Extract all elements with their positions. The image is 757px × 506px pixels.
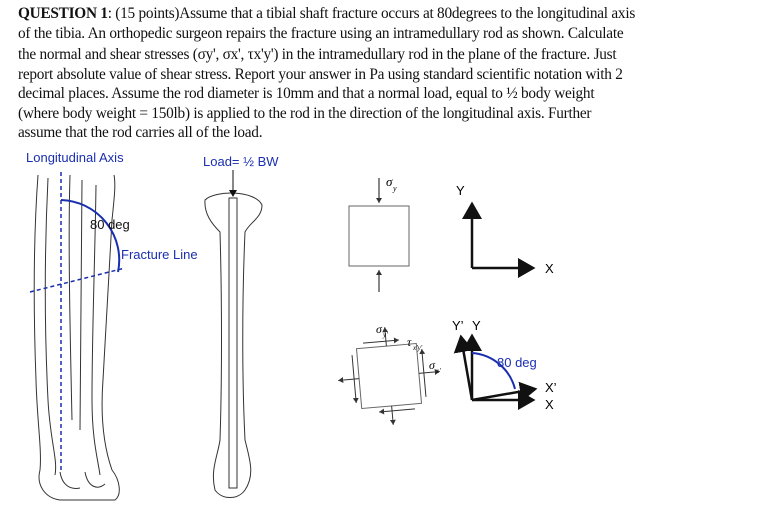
fracture-line bbox=[30, 268, 125, 292]
question-line-4: report absolute value of shear stress. Report your answer in Pa using standard scientific notation with 2 bbox=[18, 65, 623, 83]
axis-y-prime-label: Y’ bbox=[452, 318, 464, 333]
xy-axes bbox=[472, 204, 533, 268]
question-heading: QUESTION 1 bbox=[18, 5, 108, 22]
tibia-with-rod-drawing bbox=[205, 170, 262, 498]
load-label: Load= ½ BW bbox=[203, 154, 279, 169]
svg-text:σ: σ bbox=[376, 322, 382, 336]
axis-y-label: Y bbox=[456, 183, 465, 198]
stress-element-uniaxial bbox=[349, 174, 409, 292]
rotated-angle-label: 80 deg bbox=[497, 355, 537, 370]
fracture-line-label: Fracture Line bbox=[121, 247, 198, 262]
svg-text:σ: σ bbox=[386, 174, 393, 189]
angle-label: 80 deg bbox=[90, 217, 130, 232]
svg-text:x'y': x'y' bbox=[413, 344, 423, 352]
question-line-1: QUESTION 1: (15 points)Assume that a tibial shaft fracture occurs at 80degrees to the longitudinal axis bbox=[18, 5, 636, 22]
svg-text:σ: σ bbox=[429, 358, 435, 372]
question-line-5: decimal places. Assume the rod diameter is 10mm and that a normal load, equal to ½ body weight bbox=[18, 85, 595, 102]
axis-x-label-2: X bbox=[545, 397, 554, 412]
axis-x-label: X bbox=[545, 261, 554, 276]
longitudinal-axis-label: Longitudinal Axis bbox=[26, 150, 124, 165]
stress-element-rotated bbox=[334, 323, 444, 430]
question-line-7: assume that the rod carries all of the load. bbox=[18, 124, 263, 141]
svg-text:y: y bbox=[393, 184, 397, 193]
svg-text:τ: τ bbox=[407, 335, 412, 349]
axis-x-prime-label: X’ bbox=[545, 380, 557, 395]
axis-y-label-2: Y bbox=[472, 318, 481, 333]
svg-text:y': y' bbox=[383, 331, 388, 339]
question-line-3: the normal and shear stresses (σy', σx', τx'y') in the intramedullary rod in the plane of the fracture. Just bbox=[18, 46, 617, 63]
svg-text:x': x' bbox=[436, 367, 441, 375]
question-line-6: (where body weight = 150lb) is applied to the rod in the direction of the longitudinal axis. Further bbox=[18, 104, 592, 122]
question-line-2: of the tibia. An orthopedic surgeon repairs the fracture using an intramedullary rod as shown. Calculate bbox=[18, 24, 624, 42]
